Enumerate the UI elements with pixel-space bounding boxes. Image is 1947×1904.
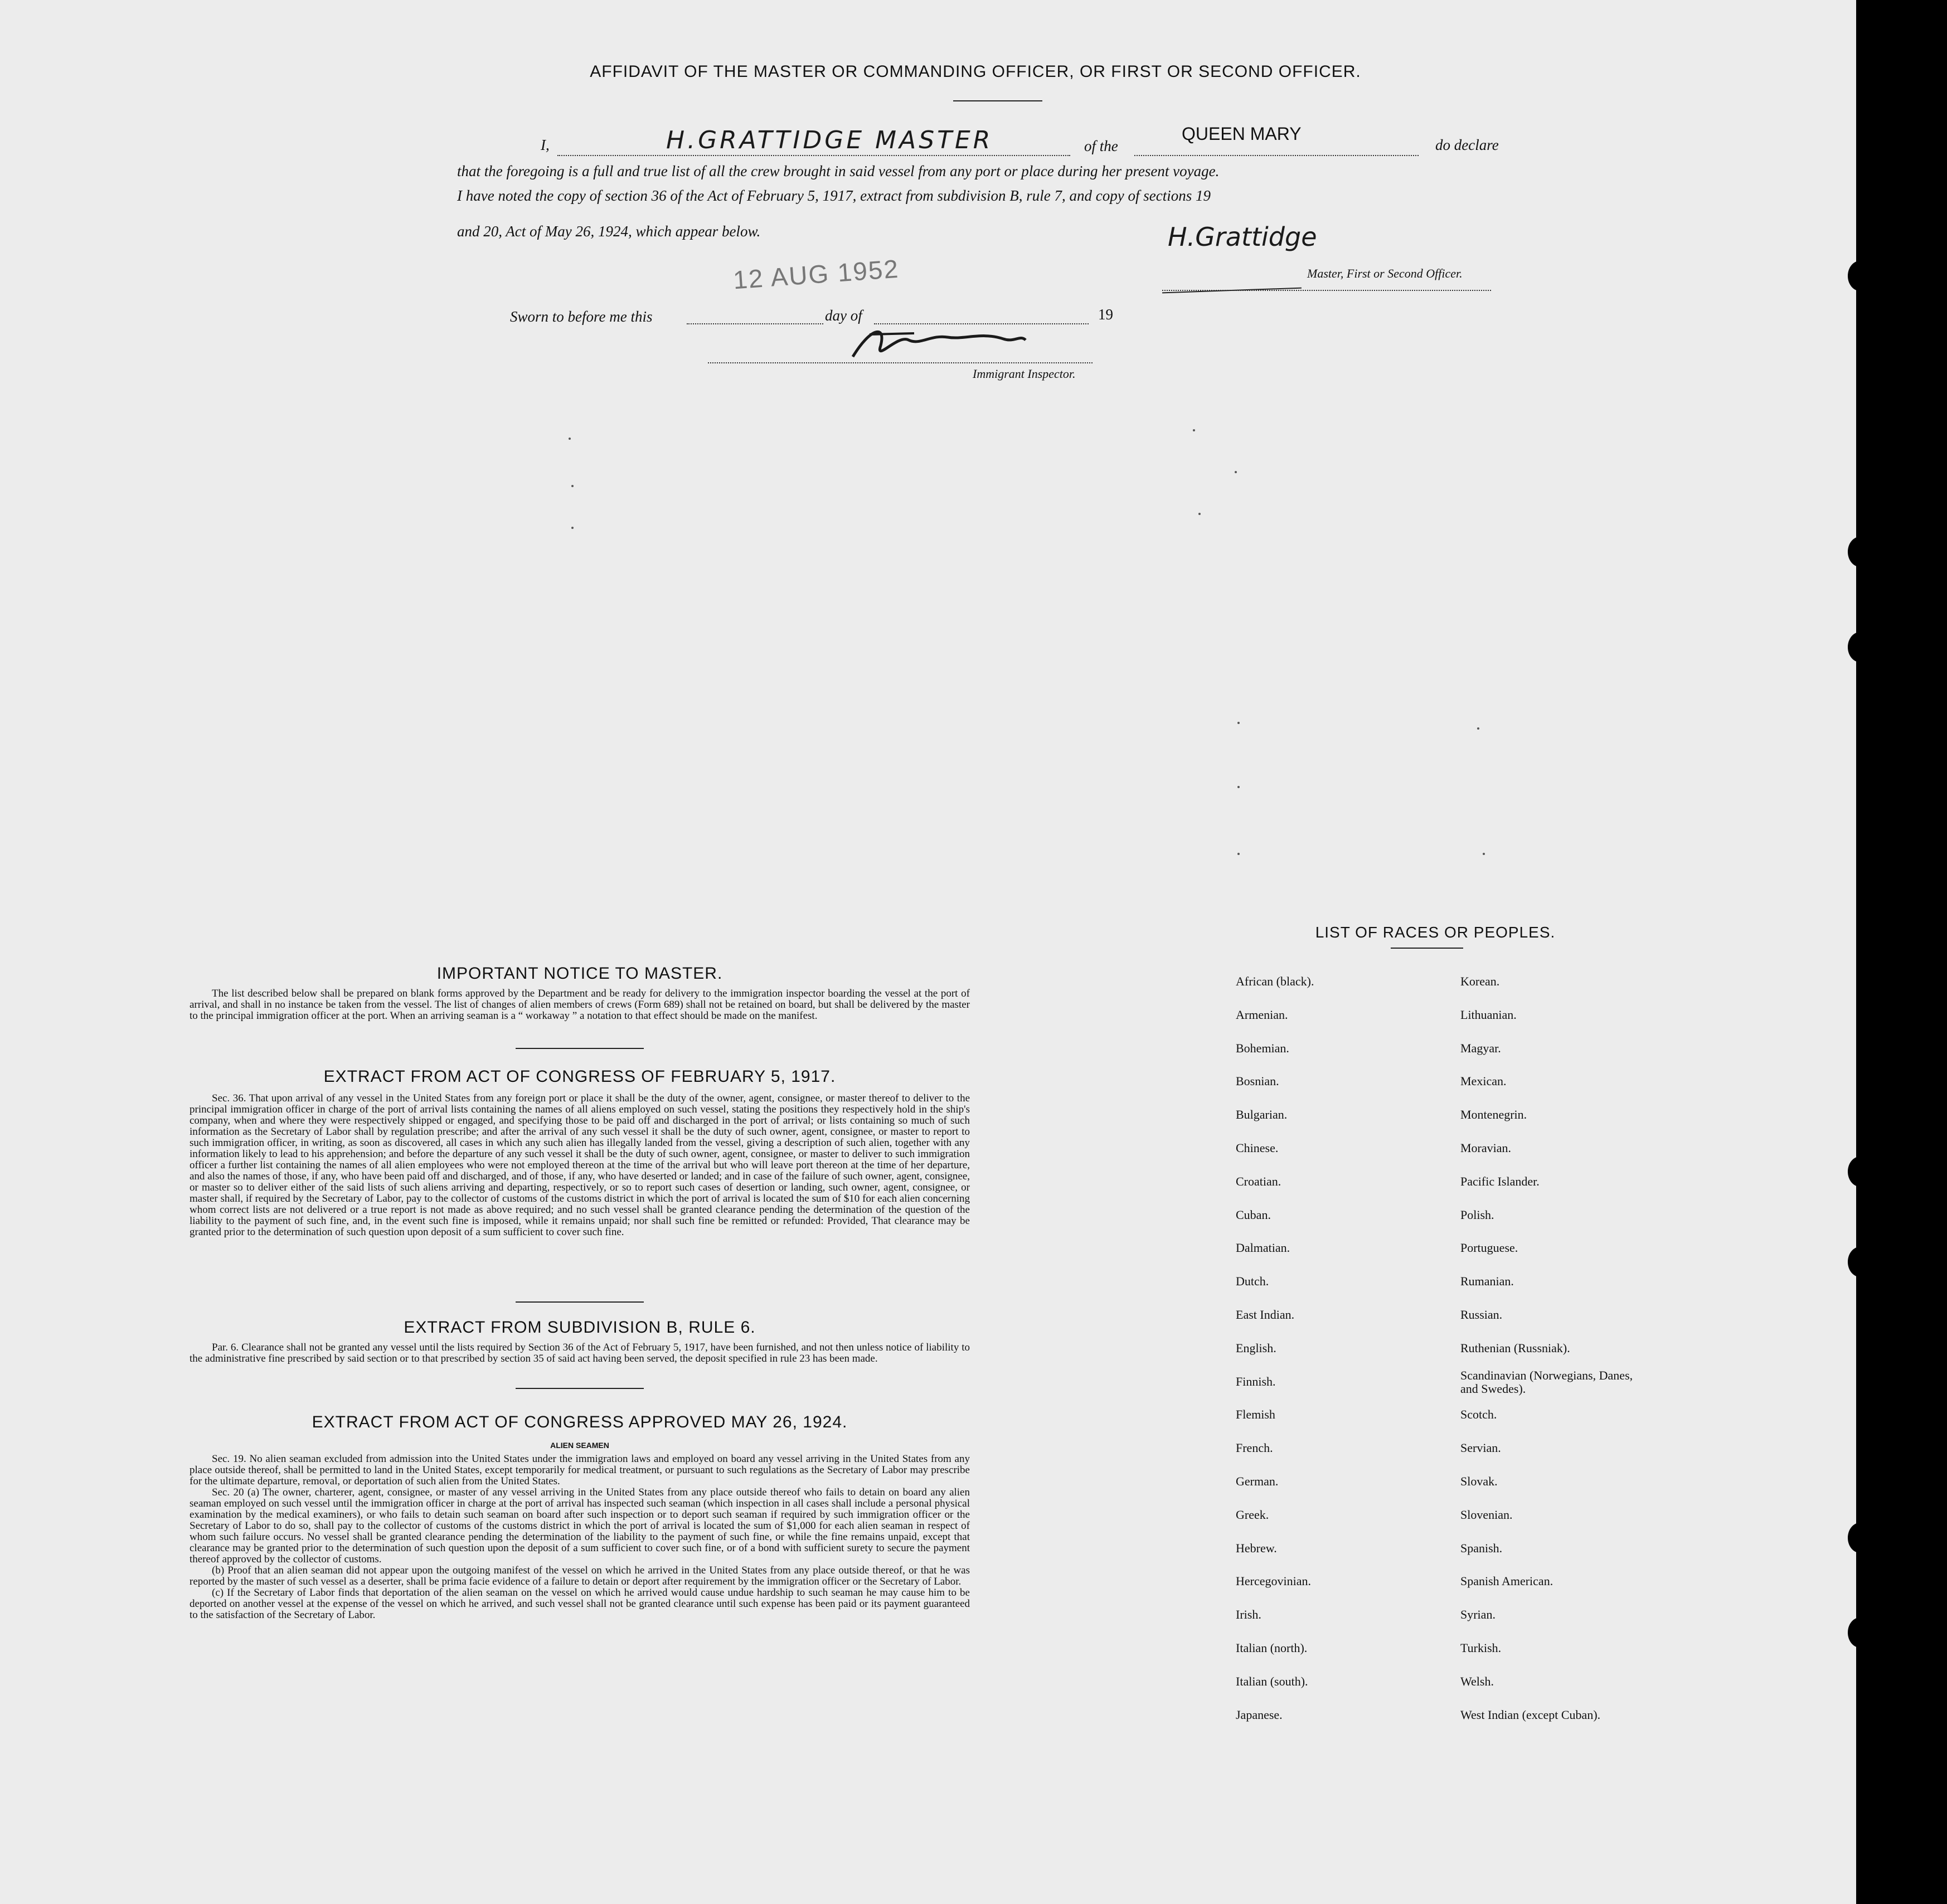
- binder-hole: [1848, 1618, 1872, 1648]
- race-item: Scandinavian (Norwegians, Danes, and Swedes).: [1460, 1368, 1633, 1396]
- race-item: Bulgarian.: [1236, 1108, 1288, 1122]
- binder-hole: [1848, 1247, 1872, 1277]
- sec-20b-paragraph: (b) Proof that an alien seaman did not appear upon the outgoing manifest of the vessel on which he arrived in the United States from any place outside thereof, or that he was reported by the master of such vessel as a deserter, shall be prima facie evidence of a failure to detain or deport after requirement by the immigration officer or the Secretary of Labor.: [190, 1565, 970, 1587]
- year-prefix: 19: [1098, 306, 1113, 323]
- binder-hole: [1848, 1523, 1872, 1553]
- binder-hole: [1848, 537, 1872, 567]
- races-rule: [1391, 948, 1463, 949]
- notice-title: IMPORTANT NOTICE TO MASTER.: [436, 964, 723, 983]
- race-item: Hercegovinian.: [1236, 1574, 1311, 1589]
- title-rule: [953, 100, 1042, 101]
- race-item: Spanish American.: [1460, 1574, 1553, 1589]
- extract-1917-title: EXTRACT FROM ACT OF CONGRESS OF FEBRUARY 5, 1917.: [323, 1067, 836, 1086]
- mark: [1477, 727, 1479, 730]
- sworn-label: Sworn to before me this: [510, 308, 653, 325]
- race-item: Cuban.: [1236, 1207, 1271, 1222]
- race-item: Ruthenian (Russniak).: [1460, 1340, 1570, 1355]
- race-item: Greek.: [1236, 1507, 1269, 1522]
- inspector-signature: [836, 318, 1037, 368]
- mark: [569, 438, 571, 440]
- mark: [1237, 786, 1240, 788]
- races-title: LIST OF RACES OR PEOPLES.: [1315, 924, 1556, 941]
- affidavit-i-label: I,: [541, 137, 550, 153]
- mark: [1237, 853, 1240, 855]
- race-item: Hebrew.: [1236, 1541, 1277, 1555]
- notice-rule: [516, 1048, 644, 1049]
- inspector-caption: Immigrant Inspector.: [973, 367, 1076, 381]
- race-item: Japanese.: [1236, 1707, 1283, 1722]
- master-signature-line: [1162, 290, 1491, 291]
- sec-19-paragraph: Sec. 19. No alien seaman excluded from admission into the United States under the immigration laws and employed on board any vessel arriving in the United States from any place outside thereof, shall be permitted to land in the United States, except temporarily for medical treatment, or pursuant to such regulations as the Secretary of Labor may prescribe for the ultimate departure, removal, or deportation of such alien from the United States.: [190, 1453, 970, 1487]
- name-line: [557, 155, 1070, 156]
- officer-name: H.GRATTIDGE MASTER: [666, 126, 993, 154]
- scan-border: [1856, 0, 1947, 1904]
- race-item: Dutch.: [1236, 1274, 1269, 1289]
- affidavit-line-3: I have noted the copy of section 36 of the Act of February 5, 1917, extract from subdivision B, rule 7, and copy of sections 19: [457, 187, 1211, 204]
- race-item: Croatian.: [1236, 1174, 1281, 1188]
- race-item: Turkish.: [1460, 1641, 1502, 1655]
- of-the-label: of the: [1084, 138, 1118, 154]
- race-item: Italian (north).: [1236, 1641, 1308, 1655]
- affidavit-line-4: and 20, Act of May 26, 1924, which appear below.: [457, 223, 761, 240]
- rule6-title: EXTRACT FROM SUBDIVISION B, RULE 6.: [404, 1318, 756, 1337]
- sec-20a-paragraph: Sec. 20 (a) The owner, charterer, agent, consignee, or master of any vessel arriving in the United States from any place outside thereof who fails to detain on board any alien seaman employed on such vessel until the immigration officer in charge at the port of arrival has inspected such seaman (which inspection in all cases shall include a personal physical examination by the medical examiners), or who fails to detain such seaman on board after such inspection or to deport such seaman if required by such immigration officer or the Secretary of Labor to do so, shall pay to the collector of customs of the customs district in which the port of arrival is located the sum of $1,000 for each alien seaman in respect of whom such failure occurs. No vessel shall be granted clearance pending the determination of the liability to the payment of such fine, or while the fine remains unpaid, except that clearance may be granted prior to the determination of such question upon the deposit of a sum sufficient to cover such fine, or of a bond with sufficient surety to secure the payment thereof approved by the collector of customs.: [190, 1487, 970, 1565]
- mark: [1483, 853, 1485, 855]
- race-item: Flemish: [1236, 1407, 1275, 1422]
- race-item: Lithuanian.: [1460, 1007, 1517, 1022]
- race-item: French.: [1236, 1441, 1273, 1455]
- race-item: Chinese.: [1236, 1141, 1279, 1155]
- mark: [1235, 471, 1237, 473]
- race-item: Welsh.: [1460, 1674, 1494, 1688]
- master-caption: Master, First or Second Officer.: [1307, 266, 1463, 280]
- race-item: Syrian.: [1460, 1607, 1496, 1622]
- extract-1917-body: Sec. 36. That upon arrival of any vessel in the United States from any foreign port or place it shall be the duty of the owner, agent, consignee, or master thereof to deliver to the principal immigration officer in charge of the port of arrival lists containing the names of all aliens employed on such vessel, stating the positions they respectively hold in the ship's company, when and where they were respectively shipped or engaged, and specifying those to be paid off and discharged in the port of arrival; or lists containing so much of such information as the Secretary of Labor shall by regulation prescribe; and after the arrival of any such vessel it shall be the duty of such owner, agent, consignee, or master to report to such immigration officer, in writing, as soon as discovered, all cases in which any such alien has illegally landed from the vessel, giving a description of such alien, together with any information likely to lead to his apprehension; and before the departure of any such vessel it shall be the duty of such owner, agent, consignee, or master to deliver to such immigration officer a further list containing the names of all alien employees who were not employed thereon at the time of the arrival but who will leave port thereon at the time of her departure, and also the names of those, if any, who have been paid off and discharged, and of those, if any, who have deserted or landed; and in case of the failure of such owner, agent, consignee, or master so to deliver either of the said lists of such aliens arriving and departing, respectively, or so to report such cases of desertion or landing, such owner, agent, consignee, or master shall, if required by the Secretary of Labor, pay to the collector of customs of the customs district in which the port of arrival is located the sum of $10 for each alien concerning whom correct lists are not delivered or a true report is not made as above required; and no such vessel shall be granted clearance pending the determination of the question of the liability to the payment of such fine, and, in the event such fine is imposed, while it remains unpaid; nor shall such fine be remitted or refunded: Provided, That clearance may be granted prior to the determination of such question upon deposit of a sum sufficient to cover such fine.: [190, 1092, 970, 1238]
- race-item: Bosnian.: [1236, 1074, 1279, 1089]
- race-item: Irish.: [1236, 1607, 1261, 1622]
- race-item: Korean.: [1460, 974, 1500, 988]
- vessel-name: QUEEN MARY: [1182, 124, 1302, 144]
- day-of-label: day of: [825, 307, 862, 324]
- notice-body: The list described below shall be prepared on blank forms approved by the Department and be ready for delivery to the immigration inspector boarding the vessel at the port of arrival, and shall in no instance be taken from the vessel. The list of changes of alien members of crews (Form 689) shall not be retained on board, but shall be delivered by the master to the principal immigration officer at the port. When an arriving seaman is a “ workaway ” a notation to that effect should be made on the manifest.: [190, 988, 970, 1022]
- mark: [571, 485, 574, 487]
- sec-20c-paragraph: (c) If the Secretary of Labor finds that deportation of the alien seaman on the vessel on which he arrived would cause undue hardship to such seaman he may cause him to be deported on another vessel at the expense of the vessel on which he arrived, and such vessel shall not be granted clearance until such expense has been paid or its payment guaranteed to the satisfaction of the Secretary of Labor.: [190, 1587, 970, 1621]
- rule6-rule: [516, 1388, 644, 1389]
- race-item: English.: [1236, 1340, 1276, 1355]
- inspector-line: [708, 362, 1093, 363]
- race-item: Montenegrin.: [1460, 1108, 1527, 1122]
- affidavit-title: AFFIDAVIT OF THE MASTER OR COMMANDING OFFICER, OR FIRST OR SECOND OFFICER.: [590, 62, 1361, 81]
- binder-hole: [1848, 261, 1872, 291]
- race-item: Servian.: [1460, 1441, 1501, 1455]
- mark: [1237, 722, 1240, 724]
- race-item: Mexican.: [1460, 1074, 1507, 1089]
- binder-hole: [1848, 1157, 1872, 1187]
- race-item: Spanish.: [1460, 1541, 1503, 1555]
- race-item: Italian (south).: [1236, 1674, 1308, 1688]
- rule6-body: Par. 6. Clearance shall not be granted any vessel until the lists required by Section 36 of the Act of February 5, 1917, have been furnished, and not then unless notice of liability to the administrative fine prescribed by said section or to that prescribed by section 35 of said act having been served, the deposit specified in rule 23 has been made.: [190, 1342, 970, 1364]
- race-item: Pacific Islander.: [1460, 1174, 1540, 1188]
- race-item: Finnish.: [1236, 1374, 1276, 1388]
- day-line: [687, 323, 823, 324]
- race-item: Slovak.: [1460, 1474, 1498, 1488]
- affidavit-line-2: that the foregoing is a full and true list of all the crew brought in said vessel from any port or place during her present voyage.: [457, 163, 1220, 179]
- race-item: Rumanian.: [1460, 1274, 1514, 1289]
- master-signature: H.Grattidge: [1168, 222, 1317, 252]
- do-declare-label: do declare: [1435, 137, 1499, 153]
- extract-1917-rule: [516, 1301, 644, 1303]
- race-item: Scotch.: [1460, 1407, 1497, 1422]
- race-item: Bohemian.: [1236, 1041, 1289, 1055]
- race-item: African (black).: [1236, 974, 1314, 988]
- extract-1924-body: [190, 1454, 970, 1621]
- extract-1924-subtitle: ALIEN SEAMEN: [550, 1441, 609, 1450]
- mark: [571, 527, 574, 529]
- race-item: East Indian.: [1236, 1308, 1295, 1322]
- date-stamp: 12 AUG 1952: [732, 254, 900, 295]
- extract-1924-title: EXTRACT FROM ACT OF CONGRESS APPROVED MAY 26, 1924.: [312, 1413, 848, 1431]
- race-item: Polish.: [1460, 1207, 1494, 1222]
- race-item: Portuguese.: [1460, 1241, 1518, 1255]
- race-item: Magyar.: [1460, 1041, 1501, 1055]
- mark: [1198, 513, 1201, 515]
- mark: [1193, 429, 1195, 431]
- vessel-line: [1134, 155, 1419, 156]
- binder-hole: [1848, 632, 1872, 662]
- race-item: Armenian.: [1236, 1007, 1288, 1022]
- race-item: Russian.: [1460, 1308, 1503, 1322]
- race-item: West Indian (except Cuban).: [1460, 1707, 1601, 1722]
- race-item: Moravian.: [1460, 1141, 1512, 1155]
- race-item: Dalmatian.: [1236, 1241, 1290, 1255]
- race-item: German.: [1236, 1474, 1279, 1488]
- race-item: Slovenian.: [1460, 1507, 1513, 1522]
